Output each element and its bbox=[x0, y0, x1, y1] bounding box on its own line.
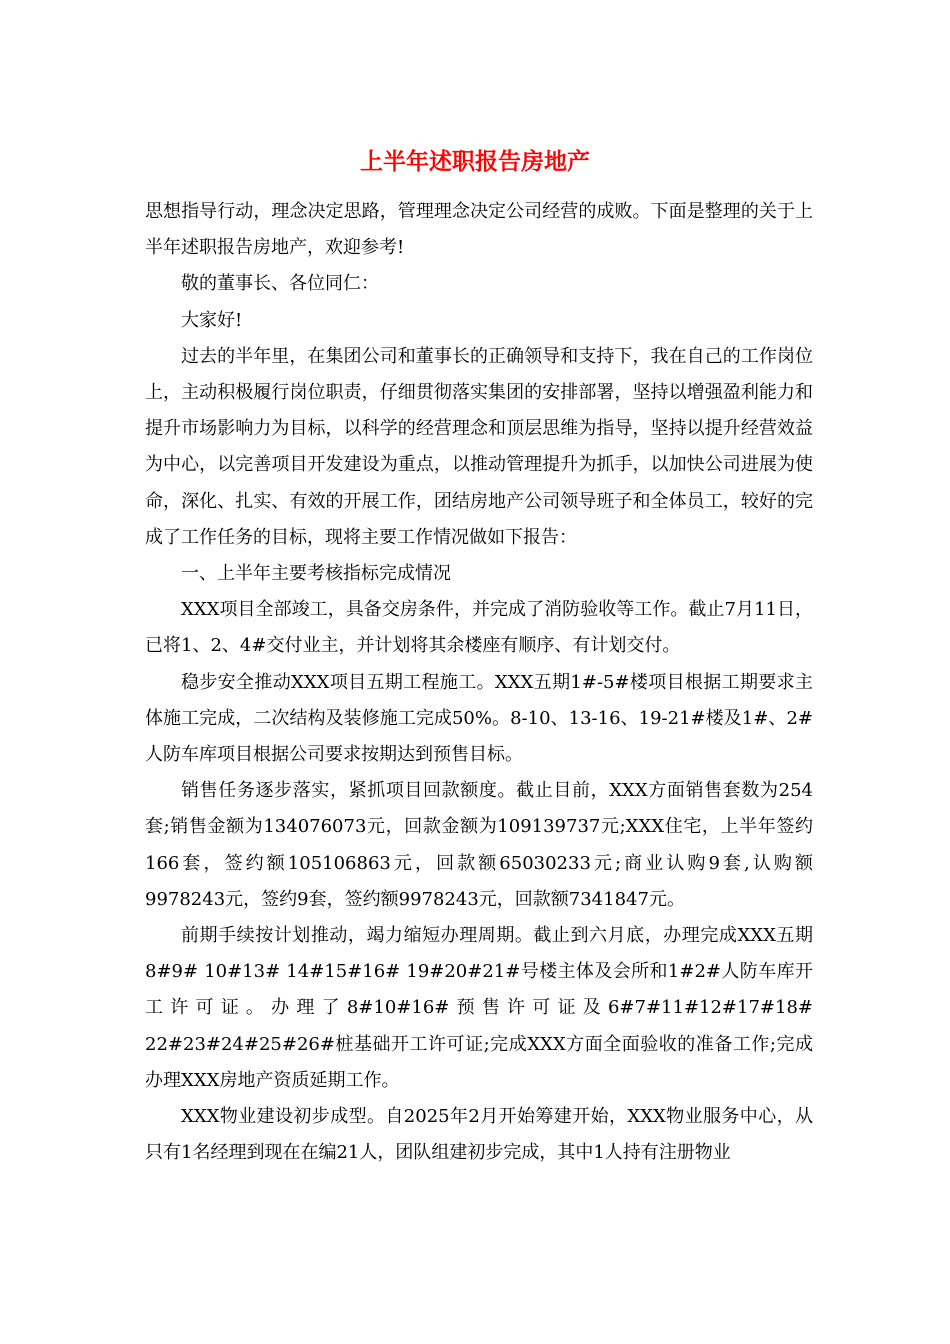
document-body bbox=[145, 194, 813, 1171]
project-completion-paragraph: XXX项目全部竣工，具备交房条件，并完成了消防验收等工作。截止7月11日，已将1、2、4#交付业主，并计划将其余楼座有顺序、有计划交付。 bbox=[145, 599, 813, 657]
permits-paragraph: 前期手续按计划推动，竭力缩短办理周期。截止到六月底，办理完成XXX五期8#9# 10#13# 14#15#16# 19#20#21#号楼主体及会所和1#2#人防车库开工许可证。办理了8#10#16#预售许可证及6#7#11#12#17#18# 22#23#24#25#26#桩基础开工许可证;完成XXX方面全面验收的准备工作;完成办理XXX房地产资质延期工作。 bbox=[145, 925, 813, 1091]
sales-paragraph: 销售任务逐步落实，紧抓项目回款额度。截止目前，XXX方面销售套数为254套;销售金额为134076073元，回款金额为109139737元;XXX住宅，上半年签约166套，签约额105106863元，回款额65030233元;商业认购9套,认购额9978243元，签约9套，签约额9978243元，回款额7341847元。 bbox=[145, 780, 813, 910]
section-heading: 一、上半年主要考核指标完成情况 bbox=[181, 563, 451, 585]
greeting-paragraph: 大家好! bbox=[181, 309, 243, 331]
salutation-paragraph: 敬的董事长、各位同仁： bbox=[181, 273, 379, 295]
document-title: 上半年述职报告房地产 bbox=[360, 148, 590, 175]
intro-paragraph: 思想指导行动，理念决定思路，管理理念决定公司经营的成败。下面是整理的关于上半年述职报告房地产，欢迎参考! bbox=[145, 201, 813, 259]
construction-paragraph: 稳步安全推动XXX项目五期工程施工。XXX五期1#-5#楼项目根据工期要求主体施工完成，二次结构及装修施工完成50%。8-10、13-16、19-21#楼及1#、2#人防车库项目根据公司要求按期达到预售目标。 bbox=[145, 671, 813, 766]
overview-paragraph: 过去的半年里，在集团公司和董事长的正确领导和支持下，我在自己的工作岗位上，主动积极履行岗位职责，仔细贯彻落实集团的安排部署，坚持以增强盈利能力和提升市场影响力为目标，以科学的经营理念和顶层思维为指导，坚持以提升经营效益为中心，以完善项目开发建设为重点，以推动管理提升为抓手，以加快公司进展为使命，深化、扎实、有效的开展工作，团结房地产公司领导班子和全体员工，较好的完成了工作任务的目标，现将主要工作情况做如下报告： bbox=[145, 345, 813, 548]
property-management-paragraph: XXX物业建设初步成型。自2025年2月开始筹建开始，XXX物业服务中心，从只有1名经理到现在在编21人，团队组建初步完成，其中1人持有注册物业 bbox=[145, 1106, 813, 1164]
